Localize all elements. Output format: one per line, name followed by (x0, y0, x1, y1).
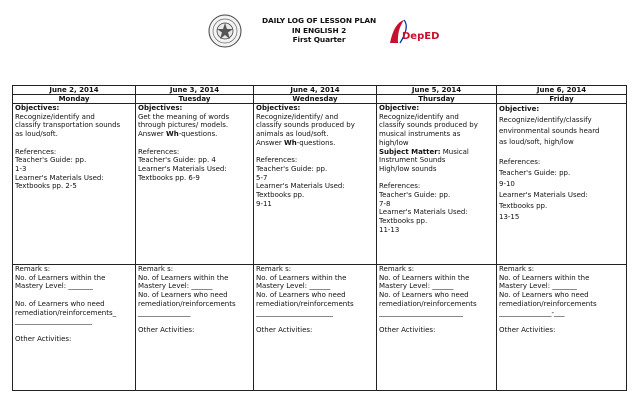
guide-line: Teacher's Guide: pp. (256, 164, 328, 173)
remarks-cell-wednesday (254, 265, 377, 391)
objective-line: classify sounds produced by (379, 121, 478, 130)
remarks-cell-thursday (377, 265, 497, 391)
objective-line: classify transportation sounds (15, 121, 121, 130)
objective-label: Objective: (379, 104, 420, 112)
objective-line: high/low (379, 138, 409, 147)
materials-line: 13-15 (499, 212, 520, 221)
remediation-line: _______________ (138, 308, 191, 317)
mastery-line: No. of Learners within the (499, 273, 590, 282)
other-activities: Other Activities: (379, 325, 436, 334)
materials-line: Learner's Materials Used: (138, 164, 227, 173)
other-activities: Other Activities: (15, 334, 72, 343)
objective-line: classify sounds produced by (256, 121, 355, 130)
materials-line: Learner's Materials Used: (499, 190, 588, 199)
guide-line: 5-7 (256, 173, 268, 182)
remediation-line: No. of Learners who need (499, 291, 589, 300)
materials-line: 11-13 (379, 225, 400, 234)
remarks-label: Remark s: (15, 265, 51, 273)
guide-line: 1-3 (15, 164, 27, 173)
subject-matter-line (379, 148, 494, 157)
objectives-cell-friday (497, 104, 627, 265)
materials-line: Textbooks pp. (499, 201, 548, 210)
remediation-line: No. of Learners who need (379, 291, 469, 300)
guide-line: Teacher's Guide: pp. (379, 191, 451, 200)
objectives-cell-wednesday (254, 104, 377, 265)
objective-label: Objectives: (256, 104, 301, 112)
mastery-line: No. of Learners within the (379, 273, 470, 282)
remediation-line: remediation/reinforcements (499, 299, 597, 308)
guide-line: Teacher's Guide: pp. (499, 168, 571, 177)
guide-line: 9-10 (499, 179, 515, 188)
remediation-line: remediation/reinforcements_ (15, 308, 117, 317)
title-block (250, 16, 388, 45)
objective-line: Recognize/identify and (379, 112, 459, 121)
answer-suffix: -questions. (178, 130, 218, 139)
materials-line: 9-11 (256, 199, 272, 208)
objective-line: Recognize/identify/ and (256, 112, 339, 121)
guide-line: 7-8 (379, 199, 391, 208)
subject-matter-line: High/low sounds (379, 164, 437, 173)
remarks-cell-tuesday (136, 265, 254, 391)
remediation-line: ________________________ (379, 308, 463, 317)
objective-line: Get the meaning of words (138, 112, 230, 121)
answer-prefix: Answer (138, 130, 167, 139)
objectives-cell-thursday (377, 104, 497, 265)
day-cell: Thursday (377, 95, 497, 104)
objective-label: Objectives: (15, 104, 60, 112)
objective-line: as loud/soft, high/low (499, 138, 574, 146)
answer-suffix: -questions. (296, 138, 336, 147)
date-cell: June 4, 2014 (254, 86, 377, 95)
objective-line: through pictures/ models. (138, 121, 229, 130)
objective-line: environmental sounds heard (499, 127, 600, 135)
guide-line: Teacher's Guide: pp. (15, 156, 87, 165)
days-row (13, 95, 627, 104)
lesson-log-table (12, 85, 627, 391)
other-activities: Other Activities: (499, 325, 556, 334)
objective-line: Recognize/identify and (15, 112, 95, 121)
remediation-line: _______________-___ (499, 308, 565, 317)
subject-matter-label: Subject Matter: (379, 147, 441, 156)
references-label: References: (379, 182, 421, 191)
remediation-line: remediation/reinforcements (379, 299, 477, 308)
remarks-label: Remark s: (499, 265, 535, 273)
materials-line: Textbooks pp. (256, 191, 305, 200)
references-label: References: (499, 157, 541, 166)
remediation-line: remediation/reinforcements (138, 299, 236, 308)
objectives-cell-monday (13, 104, 136, 265)
mastery-line: Mastery Level: ______ (256, 282, 331, 291)
answer-line (138, 130, 251, 139)
materials-line: Learner's Materials Used: (379, 208, 468, 217)
date-cell: June 6, 2014 (497, 86, 627, 95)
materials-line: Learner's Materials Used: (15, 173, 104, 182)
date-cell: June 5, 2014 (377, 86, 497, 95)
objective-line: as loud/soft. (15, 130, 58, 139)
subject-matter-line: Instrument Sounds (379, 156, 446, 165)
remarks-cell-friday (497, 265, 627, 391)
answer-bold: Wh (166, 130, 179, 139)
objectives-row (13, 104, 627, 265)
mastery-line: No. of Learners within the (15, 273, 106, 282)
answer-line (256, 139, 374, 148)
references-label: References: (138, 147, 180, 156)
doc-quarter: First Quarter (292, 35, 346, 45)
document-header (0, 0, 638, 80)
remediation-line: ______________________ (15, 317, 92, 326)
other-activities: Other Activities: (138, 325, 195, 334)
objectives-cell-tuesday (136, 104, 254, 265)
objective-line: animals as loud/soft. (256, 130, 329, 139)
deped-seal-icon (208, 14, 242, 48)
dates-row (13, 86, 627, 95)
remarks-label: Remark s: (256, 265, 292, 273)
remediation-line: No. of Learners who need (138, 291, 228, 300)
materials-line: Textbooks pp. 2-5 (15, 182, 77, 191)
objective-line: Recognize/identify/classify (499, 116, 592, 124)
answer-prefix: Answer (256, 138, 285, 147)
date-cell: June 3, 2014 (136, 86, 254, 95)
materials-line: Textbooks pp. 6-9 (138, 173, 200, 182)
remediation-line: No. of Learners who need (256, 291, 346, 300)
mastery-line: Mastery Level: _______ (499, 282, 577, 291)
mastery-line: No. of Learners within the (256, 273, 347, 282)
deped-logo-icon (388, 17, 440, 47)
objective-label: Objective: (499, 105, 540, 113)
deped-logo-text: DepED (402, 31, 440, 42)
mastery-line: Mastery Level: ______ (138, 282, 213, 291)
remarks-cell-monday (13, 265, 136, 391)
answer-bold: Wh (284, 138, 297, 147)
mastery-line: Mastery Level: ______ (379, 282, 454, 291)
references-label: References: (256, 156, 298, 165)
mastery-line: Mastery Level: _______ (15, 282, 93, 291)
remarks-row (13, 265, 627, 391)
doc-subject: IN ENGLISH 2 (291, 25, 347, 35)
subject-matter-value: Musical (440, 147, 469, 156)
day-cell: Monday (13, 95, 136, 104)
day-cell: Friday (497, 95, 627, 104)
date-cell: June 2, 2014 (13, 86, 136, 95)
remediation-line: No. of Learners who need (15, 299, 105, 308)
remediation-line: ______________________ (256, 308, 333, 317)
other-activities: Other Activities: (256, 325, 313, 334)
remarks-label: Remark s: (138, 265, 174, 273)
materials-line: Learner's Materials Used: (256, 182, 345, 191)
day-cell: Tuesday (136, 95, 254, 104)
doc-title: DAILY LOG OF LESSON PLAN (261, 16, 377, 25)
guide-line: Teacher's Guide: pp. 4 (138, 156, 216, 165)
references-label: References: (15, 147, 57, 156)
materials-line: Textbooks pp. (379, 217, 428, 226)
remediation-line: remediation/reinforcements (256, 299, 354, 308)
remarks-label: Remark s: (379, 265, 415, 273)
objective-label: Objectives: (138, 104, 183, 112)
objective-line: musical instruments as (379, 130, 461, 139)
day-cell: Wednesday (254, 95, 377, 104)
mastery-line: No. of Learners within the (138, 273, 229, 282)
